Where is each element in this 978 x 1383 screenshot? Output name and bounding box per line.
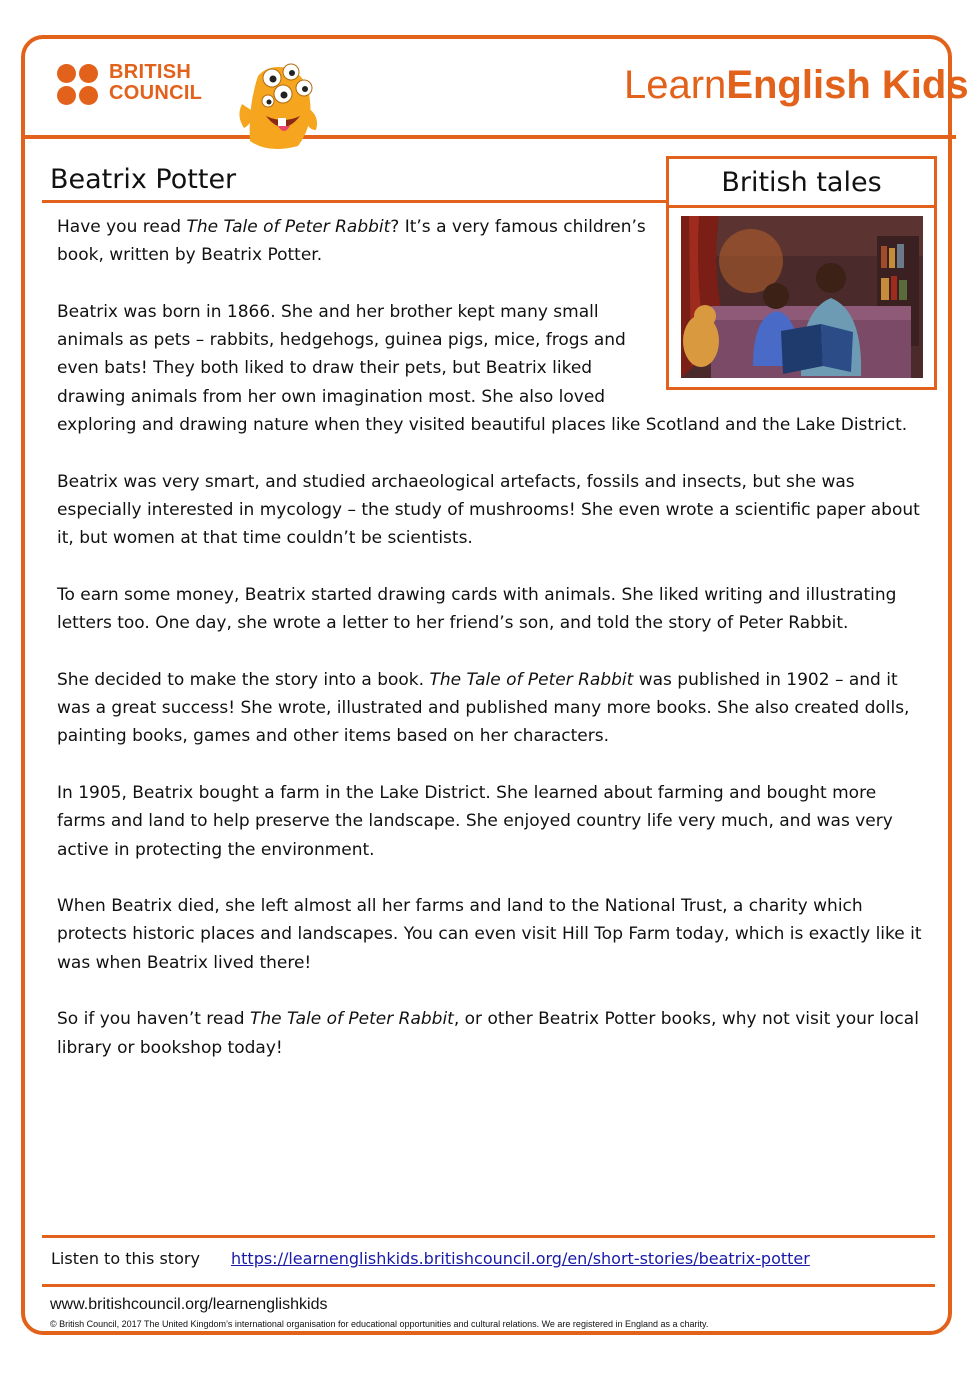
title-underline [42, 200, 667, 203]
listen-label: Listen to this story [51, 1249, 200, 1268]
paragraph-8: So if you haven’t read The Tale of Peter Rabbit, or other Beatrix Potter books, why not visit your local library or bookshop today! [57, 1009, 919, 1058]
paragraph-5: She decided to make the story into a book. The Tale of Peter Rabbit was published in 1902 – and it was a great success! She wrote, illustrated and published many more books. She also created dolls, painting books, games and other items based on her characters. [57, 669, 910, 747]
british-council-wordmark: BRITISH COUNCIL [109, 61, 203, 104]
british-council-logo [57, 62, 227, 108]
page-title: Beatrix Potter [50, 164, 237, 195]
paragraph-1: Have you read The Tale of Peter Rabbit? It’s a very famous children’s book, written by Beatrix Potter. [57, 217, 646, 266]
paragraph-6: In 1905, Beatrix bought a farm in the Lake District. She learned about farming and bought more farms and land to help preserve the landscape. She enjoyed country life very much, and was very active in protecting the environment. [57, 782, 893, 860]
listen-story-link[interactable]: https://learnenglishkids.britishcouncil.org/en/short-stories/beatrix-potter [231, 1249, 810, 1268]
paragraph-4: To earn some money, Beatrix started drawing cards with animals. She liked writing and illustrating letters too. One day, she wrote a letter to her friend’s son, and told the story of Peter Rabbit. [57, 584, 897, 634]
monster-mascot-icon [228, 46, 338, 156]
footer-divider-top [42, 1235, 935, 1238]
footer-divider-bottom [42, 1284, 935, 1287]
british-council-dots-icon [57, 64, 103, 106]
story-text [57, 213, 927, 1090]
header-divider [21, 135, 956, 139]
copyright-notice: © British Council, 2017 The United Kingdom’s international organisation for educational opportunities and cultural relations. We are registered in England as a charity. [50, 1319, 709, 1329]
paragraph-3: Beatrix was very smart, and studied archaeological artefacts, fossils and insects, but she was especially interested in mycology – the study of mushrooms! She even wrote a scientific paper about it, but women at that time couldn’t be scientists. [57, 471, 920, 549]
site-url: www.britishcouncil.org/learnenglishkids [50, 1296, 328, 1313]
paragraph-2: Beatrix was born in 1866. She and her brother kept many small animals as pets – rabbits, hedgehogs, guinea pigs, mice, frogs and even bats! They both liked to draw their pets, but Beatrix liked drawing animals from her own imagination most. She also loved exploring and drawing nature when they visited beautiful places like Scotland and the Lake District. [57, 301, 908, 436]
learnenglish-kids-logo: LearnEnglish Kids [624, 63, 969, 107]
category-label: British tales [669, 159, 934, 208]
paragraph-7: When Beatrix died, she left almost all her farms and land to the National Trust, a charity which protects historic places and landscapes. You can even visit Hill Top Farm today, which is exactly like it was when Beatrix lived there! [57, 896, 922, 973]
